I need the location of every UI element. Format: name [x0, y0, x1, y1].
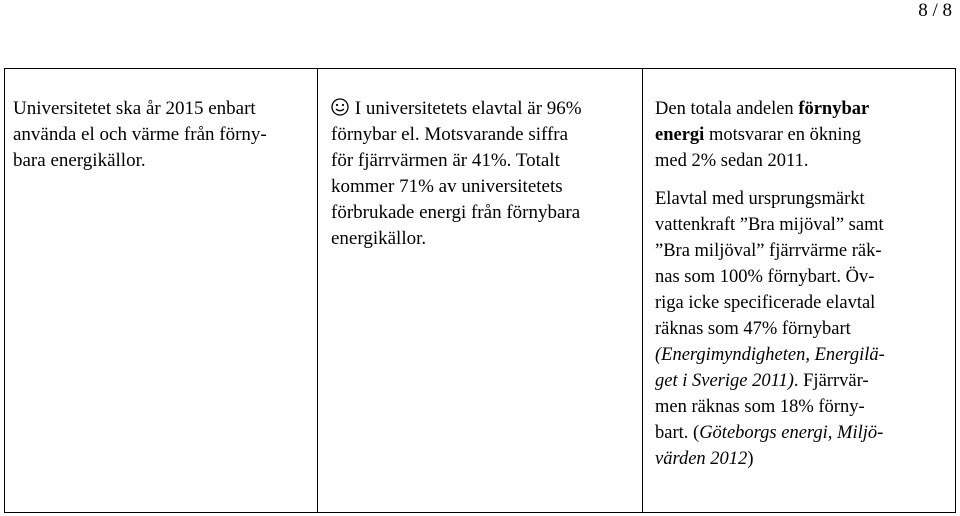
smiley-icon — [331, 98, 350, 118]
comment-line: Elavtal med ursprungsmärkt — [655, 189, 865, 209]
status-line: kommer 71% av universitetets — [331, 176, 563, 197]
content-table — [4, 68, 956, 513]
status-line: förnybar el. Motsvarande siffra — [331, 124, 569, 145]
comment-text: ) — [747, 449, 754, 469]
comment-cell — [655, 96, 950, 472]
comment-line — [655, 122, 950, 148]
comment-line: men räknas som 18% förny- — [655, 397, 865, 417]
status-line: för fjärrvärmen är 41%. Totalt — [331, 150, 560, 171]
citation-text: get i Sverige 2011) — [655, 371, 794, 391]
comment-line — [655, 96, 950, 122]
page-number: 8 / 8 — [918, 0, 952, 21]
column-divider — [642, 69, 643, 512]
comment-line: med 2% sedan 2011. — [655, 151, 809, 171]
comment-line: ”Bra miljöval” fjärrvärme räk- — [655, 241, 882, 261]
goal-line: bara energikällor. — [13, 150, 146, 171]
comment-line — [655, 368, 950, 394]
citation-text: Göteborgs energi, Miljö- — [699, 423, 884, 443]
goal-line: använda el och värme från förny- — [13, 124, 267, 145]
comment-line — [655, 342, 950, 368]
goal-line: Universitetet ska år 2015 enbart — [13, 98, 256, 119]
status-line — [331, 96, 636, 122]
citation-text: (Energimyndigheten, Energilä- — [655, 345, 885, 365]
comment-line: räknas som 47% förnybart — [655, 319, 851, 339]
paragraph-spacer — [655, 174, 950, 186]
comment-line: riga icke specificerade elavtal — [655, 293, 876, 313]
comment-bold-text: förnybar — [798, 99, 870, 119]
status-line: förbrukade energi från förnybara — [331, 202, 581, 223]
status-line: energikällor. — [331, 228, 427, 249]
status-cell — [331, 96, 636, 252]
comment-text: . Fjärrvär- — [793, 371, 869, 391]
goal-cell — [13, 96, 313, 174]
comment-line: vattenkraft ”Bra mijöval” samt — [655, 215, 884, 235]
comment-text: bart. ( — [655, 423, 700, 443]
status-text: I universitetets elavtal är 96% — [350, 98, 582, 119]
comment-line — [655, 420, 950, 446]
column-divider — [317, 69, 318, 512]
citation-text: värden 2012 — [655, 449, 748, 469]
comment-line — [655, 446, 950, 472]
comment-line: nas som 100% förnybart. Öv- — [655, 267, 875, 287]
comment-text: Den totala andelen — [655, 99, 799, 119]
comment-bold-text: energi — [655, 125, 705, 145]
comment-text: motsvarar en ökning — [704, 125, 862, 145]
